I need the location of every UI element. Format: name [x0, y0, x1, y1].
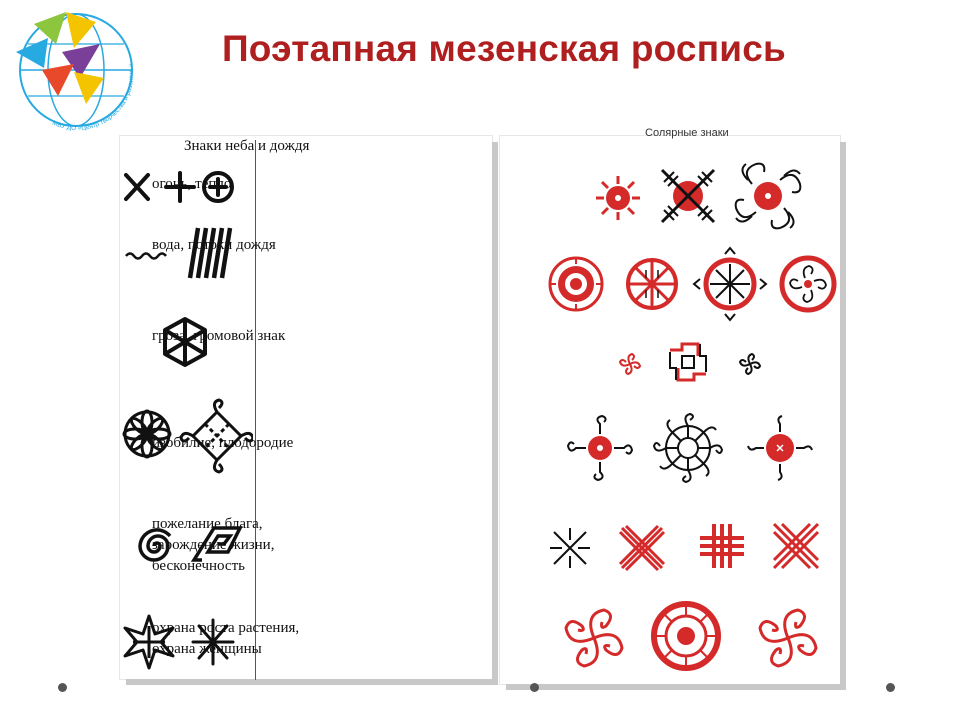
meaning-thunder: гроза, громовой знак [152, 328, 286, 344]
bullet-dot-left [58, 683, 67, 692]
meaning-abundance: изобилие, плодородие [152, 435, 294, 451]
solar-wheel-icon [628, 260, 676, 308]
small-spiral-rosette-icon [620, 354, 640, 374]
solar-snowflake-icon [694, 248, 766, 320]
column-divider [255, 140, 256, 680]
page-title: Поэтапная мезенская роспись [222, 28, 786, 69]
cross-x-icon [126, 175, 148, 199]
diagonal-lattice-icon [774, 524, 818, 568]
solar-signs-grid [540, 160, 840, 690]
solar-ornate-disc-icon [654, 604, 718, 668]
solar-curls-icon [782, 258, 834, 310]
hatched-x-icon [620, 526, 664, 570]
bullet-dot-middle [530, 683, 539, 692]
meaning-blessing: пожелание блага, зарождение жизни, бесконечность [152, 516, 275, 574]
logo [4, 4, 144, 134]
meaning-protection: охрана роста растения, охрана женщины [152, 620, 300, 657]
left-panel-title: Знаки нeба и дождя [184, 138, 310, 154]
right-panel-title: Солярные знаки [645, 127, 729, 139]
meander-square-icon [670, 344, 706, 380]
solar-sun-rays-icon [596, 176, 640, 220]
solar-curl-rays-icon [568, 416, 632, 480]
solar-concentric-icon [550, 258, 602, 310]
solar-spoked-wheel-icon [654, 414, 722, 482]
spiral-rosette-large-icon-2 [760, 610, 816, 666]
bullet-dot-right [886, 683, 895, 692]
logo-text: МБУ ДО «Центр творчества и развития « [51, 63, 136, 133]
meaning-water: вода, потоки дождя [152, 237, 276, 253]
meaning-fire: огонь, тепло [152, 176, 232, 192]
solar-hatched-cross-icon [662, 170, 714, 222]
spiral-rosette-large-icon [566, 610, 622, 666]
water-icons [124, 224, 234, 289]
solar-swirl-icon [736, 164, 801, 229]
crossed-lines-icon [550, 528, 590, 568]
grid-cross-icon [700, 524, 744, 568]
solar-red-sun-icon [748, 416, 812, 480]
small-spiral-rosette-icon-2 [740, 354, 760, 374]
